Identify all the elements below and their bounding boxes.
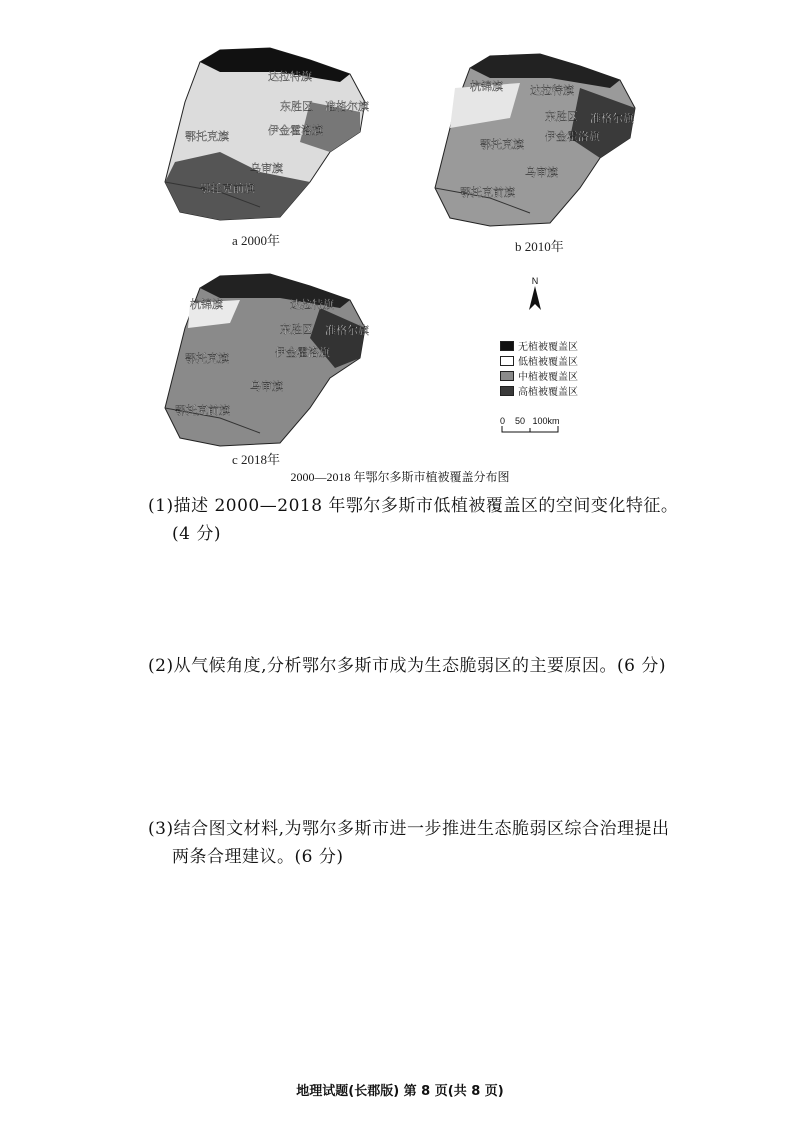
scale-bar-icon (500, 426, 560, 434)
map-label: 杭锦旗 (190, 298, 223, 311)
legend-item (500, 383, 578, 398)
map-label: 伊金霍洛旗 (268, 124, 323, 137)
map-label: 达拉特旗 (268, 70, 312, 83)
map-caption-b: b 2010年 (515, 239, 564, 254)
map-label: 达拉特旗 (530, 84, 574, 97)
map-label: 准格尔旗 (325, 324, 369, 337)
map-label: 达拉特旗 (290, 298, 334, 311)
map-2018 (160, 268, 380, 448)
map-caption-a: a 2000年 (232, 233, 281, 248)
question-text: (2)从气候角度,分析鄂尔多斯市成为生态脆弱区的主要原因。(6 分) (148, 656, 666, 676)
map-caption-c: c 2018年 (232, 452, 281, 467)
map-2010 (430, 48, 650, 228)
scale-bar (500, 416, 560, 436)
question-text: (3)结合图文材料,为鄂尔多斯市进一步推进生态脆弱区综合治理提出 (148, 819, 670, 839)
map-label: 鄂托克前旗 (460, 186, 515, 199)
map-label: 东胜区 (280, 323, 313, 336)
legend-item (500, 368, 578, 383)
legend-label: 高植被覆盖区 (518, 387, 578, 398)
map-label: 杭锦旗 (470, 80, 503, 93)
map-label: 伊金霍洛旗 (275, 346, 330, 359)
question-3 (148, 815, 669, 871)
scale-label: 0 50 100km (500, 416, 560, 426)
legend-item (500, 353, 578, 368)
legend-item (500, 338, 578, 353)
question-text: (4 分) (172, 524, 221, 544)
map-label: 乌审旗 (250, 162, 283, 175)
north-arrow-icon (528, 286, 542, 312)
map-label: 乌审旗 (250, 380, 283, 393)
map-label: 鄂托克旗 (185, 130, 229, 143)
map-label: 鄂托克前旗 (200, 182, 255, 195)
north-label: N (531, 276, 539, 286)
map-label: 鄂托克前旗 (175, 404, 230, 417)
legend-swatch (500, 356, 514, 366)
legend-label: 低植被覆盖区 (518, 357, 578, 368)
question-text: (1)描述 2000—2018 年鄂尔多斯市低植被覆盖区的空间变化特征。 (148, 496, 679, 516)
map-label: 乌审旗 (525, 166, 558, 179)
question-1 (148, 492, 678, 548)
question-text: 两条合理建议。(6 分) (172, 847, 344, 867)
map-label: 伊金霍洛旗 (545, 130, 600, 143)
map-label: 东胜区 (280, 100, 313, 113)
legend-label: 无植被覆盖区 (518, 342, 578, 353)
legend-swatch (500, 371, 514, 381)
map-label: 准格尔旗 (325, 100, 369, 113)
page-footer: 地理试题(长郡版) 第 8 页(共 8 页) (296, 1084, 504, 1099)
map-legend (500, 338, 578, 398)
north-arrow (528, 276, 542, 314)
legend-label: 中植被覆盖区 (518, 372, 578, 383)
map-label: 东胜区 (545, 110, 578, 123)
map-2000 (160, 42, 380, 227)
map-label: 鄂托克旗 (185, 352, 229, 365)
map-label: 鄂托克旗 (480, 138, 524, 151)
legend-swatch (500, 341, 514, 351)
legend-swatch (500, 386, 514, 396)
question-2 (148, 652, 666, 680)
figure-title: 2000—2018 年鄂尔多斯市植被覆盖分布图 (290, 470, 510, 484)
map-label: 准格尔旗 (590, 112, 634, 125)
